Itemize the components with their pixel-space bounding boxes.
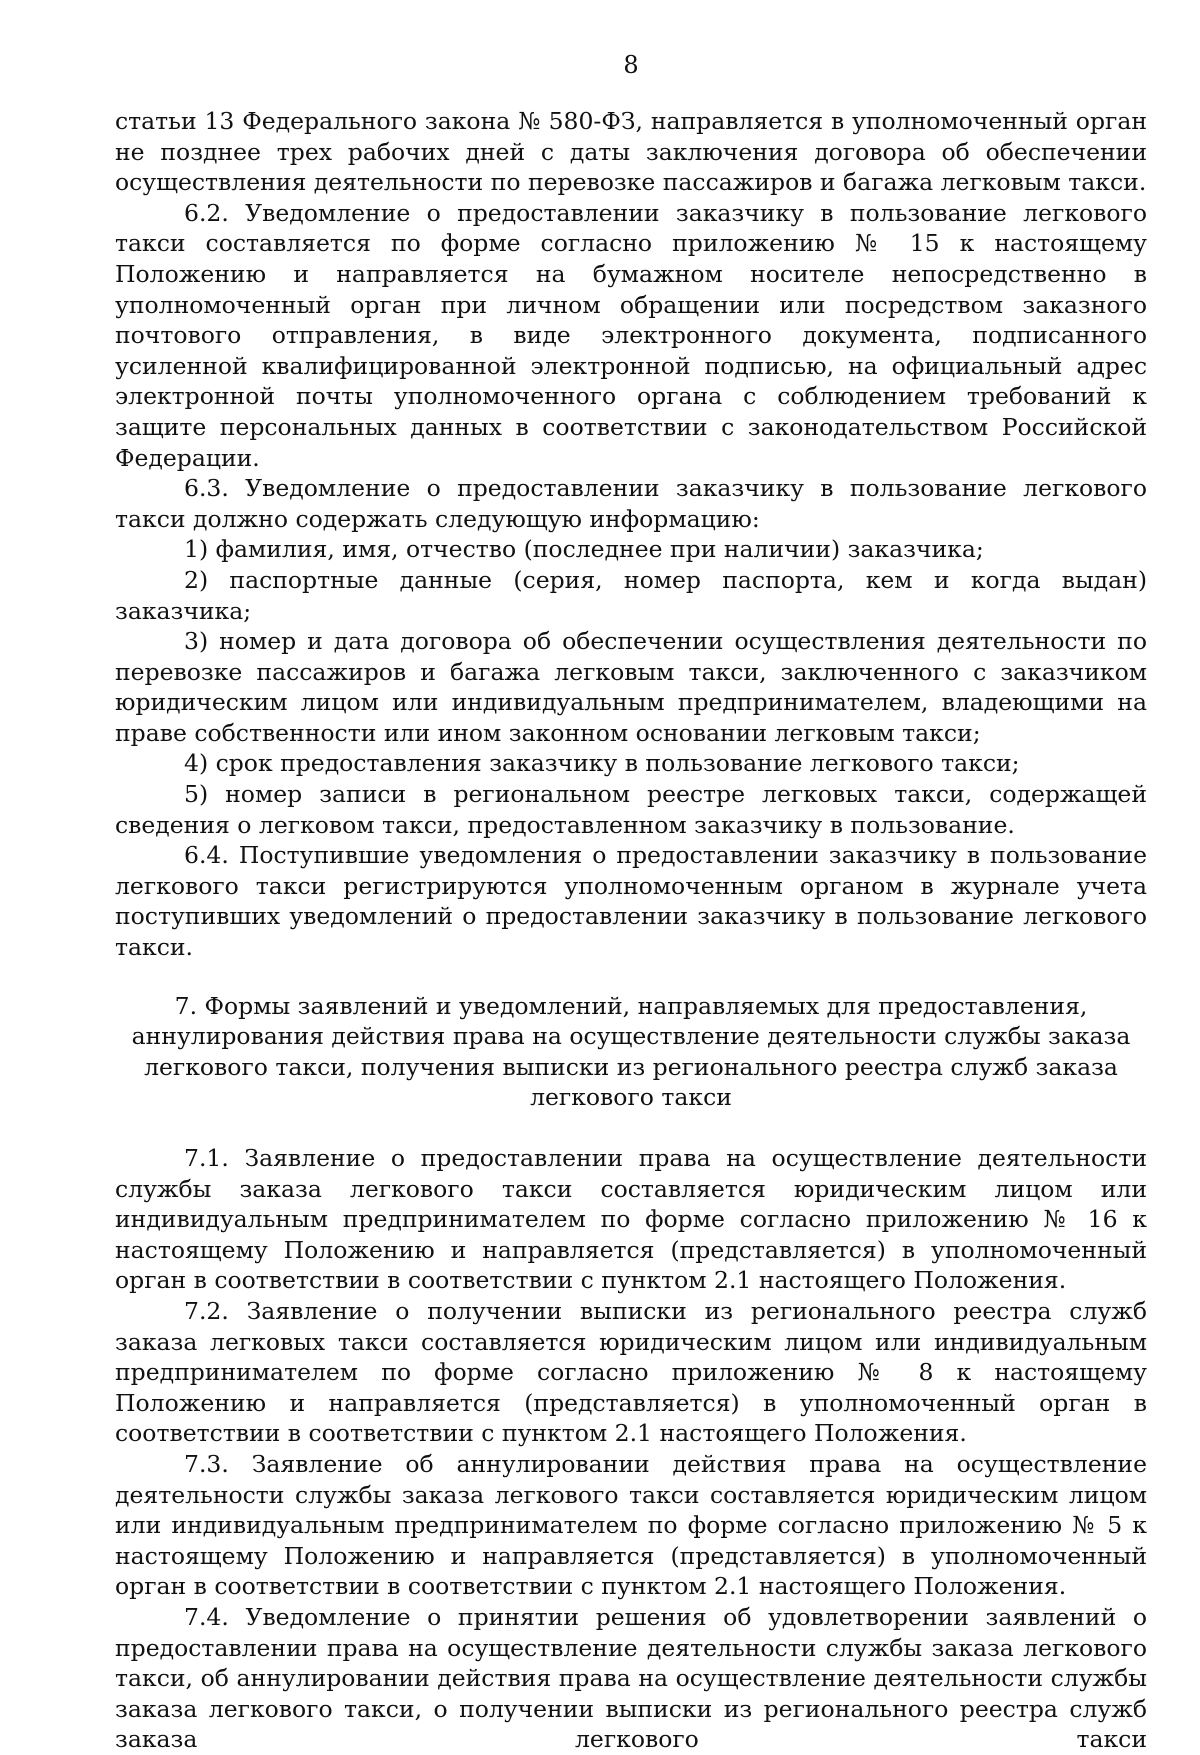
paragraph: 6.3. Уведомление о предоставлении заказчику в пользование легкового такси должно содержать следующую информацию: bbox=[115, 474, 1147, 533]
paragraph: 6.4. Поступившие уведомления о предоставлении заказчику в пользование легкового такси регистрируются уполномоченным органом в журнале учета поступивших уведомлений о предоставлении заказчику в пользование легкового такси. bbox=[115, 841, 1147, 962]
paragraph: статьи 13 Федерального закона № 580-ФЗ, направляется в уполномоченный орган не позднее трех рабочих дней с даты заключения договора об обеспечении осуществления деятельности по перевозке пассажиров и багажа легковым такси. bbox=[115, 107, 1147, 197]
paragraph: 7.2. Заявление о получении выписки из регионального реестра служб заказа легковых такси составляется юридическим лицом или индивидуальным предпринимателем по форме согласно приложению № 8 к настоящему Положению и направляется (представляется) в уполномоченный орган в соответствии в соответствии с пунктом 2.1 настоящего Положения. bbox=[115, 1296, 1147, 1448]
paragraphs-top bbox=[115, 106, 1147, 963]
paragraph: 4) срок предоставления заказчику в пользование легкового такси; bbox=[184, 749, 1020, 778]
paragraph: 3) номер и дата договора об обеспечении осуществления деятельности по перевозке пассажиров и багажа легковым такси, заключенного с заказчиком юридическим лицом или индивидуальным предпринимателем, владеющими на праве собственности или ином законном основании легковым такси; bbox=[115, 627, 1147, 747]
page-number: 8 bbox=[623, 51, 639, 79]
paragraphs-bottom bbox=[115, 1143, 1147, 1755]
paragraph: 7.3. Заявление об аннулировании действия права на осуществление деятельности службы заказа легкового такси составляется юридическим лицом или индивидуальным предпринимателем по форме согласно приложению № 5 к настоящему Положению и направляется (представляется) в уполномоченный орган в соответствии в соответствии с пунктом 2.1 настоящего Положения. bbox=[115, 1449, 1147, 1601]
paragraph: 2) паспортные данные (серия, номер паспорта, кем и когда выдан) заказчика; bbox=[115, 565, 1147, 625]
paragraph: 6.2. Уведомление о предоставлении заказчику в пользование легкового такси составляется по форме согласно приложению № 15 к настоящему Положению и направляется на бумажном носителе непосредственно в уполномоченный орган при личном обращении или посредством заказного почтового отправления, в виде электронного документа, подписанного усиленной квалифицированной электронной подписью, на официальный адрес электронной почты уполномоченного органа с соблюдением требований к защите персональных данных в соответствии с законодательством Российской Федерации. bbox=[115, 198, 1147, 472]
paragraph: 5) номер записи в региональном реестре легковых такси, содержащей сведения о легковом такси, предоставленном заказчику в пользование. bbox=[115, 780, 1147, 839]
paragraph: 7.4. Уведомление о принятии решения об удовлетворении заявлений о предоставлении права на осуществление деятельности службы заказа легкового такси, об аннулировании действия права на осуществление деятельности службы заказа легкового такси, о получении выписки из регионального реестра служб заказа легкового такси bbox=[115, 1602, 1147, 1754]
paragraph: 1) фамилия, имя, отчество (последнее при наличии) заказчика; bbox=[184, 535, 984, 564]
paragraph: 7.1. Заявление о предоставлении права на осуществление деятельности службы заказа легкового такси составляется юридическим лицом или индивидуальным предпринимателем по форме согласно приложению № 16 к настоящему Положению и направляется (представляется) в уполномоченный орган в соответствии в соответствии с пунктом 2.1 настоящего Положения. bbox=[115, 1144, 1147, 1295]
document-body bbox=[115, 106, 1147, 1755]
section-heading: 7. Формы заявлений и уведомлений, направляемых для предоставления, аннулирования действия права на осуществление деятельности службы заказа легкового такси, получения выписки из регионального реестра служб заказа легкового такси bbox=[131, 991, 1131, 1112]
